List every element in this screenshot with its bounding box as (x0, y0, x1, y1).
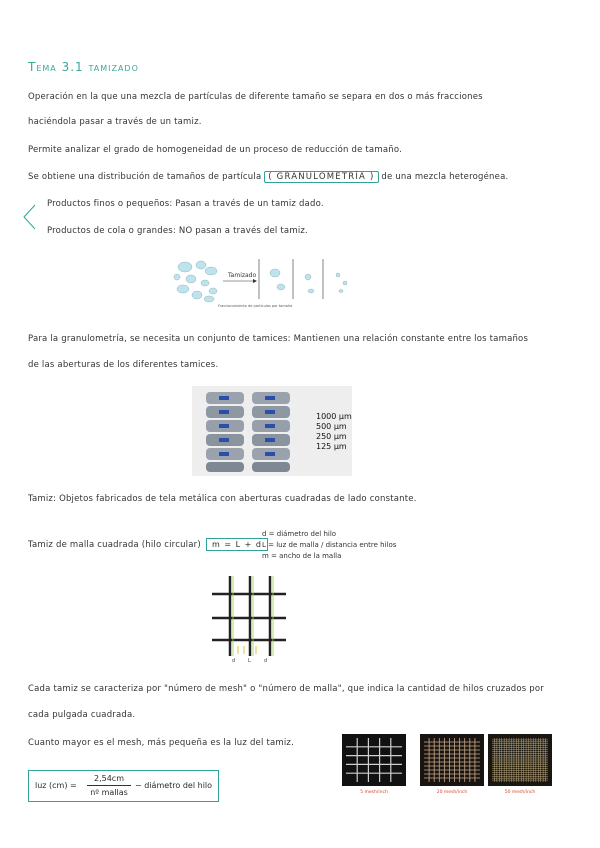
paragraph-homogeneity: Permite analizar el grado de homogeneidad de un proceso de reducción de tamaño. (28, 145, 402, 155)
mesh-sample-50 (488, 734, 552, 795)
mesh-formula-box: m = L + d (206, 538, 268, 551)
legend-d: d = diámetro del hilo (262, 530, 337, 538)
mesh-sample-20-image (420, 734, 484, 786)
sieve-size-1: 1000 µm (316, 412, 352, 421)
paragraph-mesh-size: Cuanto mayor es el mesh, más pequeña es la luz del tamiz. (28, 738, 294, 748)
sieve-stack-photo (192, 386, 352, 476)
formula-rhs: − diámetro del hilo (135, 781, 213, 790)
mesh-sample-5-image (342, 734, 406, 786)
sieving-figure (163, 253, 366, 309)
paragraph-granulometry-cont: de las aberturas de los diferentes tamices. (28, 360, 219, 370)
mesh-sample-20-caption: 20 mesh/inch (436, 790, 468, 795)
paragraph-granulometry: Para la granulometría, se necesita un conjunto de tamices: Mantienen una relación constante entre los tamaños (28, 334, 529, 344)
paragraph-definition: Operación en la que una mezcla de partículas de diferente tamaño se separa en dos o más fracciones (28, 92, 483, 102)
sieve-size-4: 125 µm (316, 442, 347, 451)
mesh-label-d1: d (232, 658, 236, 664)
legend-m: m = ancho de la malla (262, 552, 342, 560)
paragraph-mesh-number: Cada tamiz se caracteriza por "número de mesh" o "número de malla", que indica la cantidad de hilos cruzados por (28, 684, 544, 694)
sieve-size-2: 500 µm (316, 422, 347, 431)
bullet-coarse-products: Productos de cola o grandes: NO pasan a través del tamiz. (47, 226, 308, 236)
mesh-legend (262, 529, 396, 562)
paragraph-mesh-number-cont: cada pulgada cuadrada. (28, 710, 136, 720)
legend-l: L = luz de malla / distancia entre hilos (262, 541, 397, 549)
sieving-label: Tamizado (228, 272, 257, 279)
formula-lhs: luz (cm) = (35, 781, 77, 790)
mesh-label-d2: d (264, 658, 268, 664)
mesh-sample-20 (420, 734, 484, 795)
formula-numerator: 2,54cm (93, 774, 124, 783)
aperture-formula (28, 770, 219, 802)
formula-denominator: nº mallas (90, 788, 128, 797)
mesh-sample-5-caption: 5 mesh/inch (360, 790, 388, 795)
mesh-label-l: L (248, 658, 251, 664)
paragraph-tamiz-definition: Tamiz: Objetos fabricados de tela metálica con aberturas cuadradas de lado constante. (28, 494, 417, 504)
distribution-text-post: de una mezcla heterogénea. (381, 172, 509, 182)
paragraph-distribution (28, 172, 508, 182)
sieve-sizes (316, 412, 352, 452)
paragraph-square-mesh: Tamiz de malla cuadrada (hilo circular) (28, 540, 201, 550)
page-title: Tema 3.1 tamizado (28, 60, 139, 74)
distribution-text-pre: Se obtiene una distribución de tamaños de partícula (28, 172, 262, 182)
mesh-sample-50-image (488, 734, 552, 786)
sieving-caption: Fraccionamiento de partículas por tamaño (218, 304, 293, 308)
paragraph-definition-cont: haciéndola pasar a través de un tamiz. (28, 117, 202, 127)
bracket-icon (22, 204, 36, 230)
bullet-fine-products: Productos finos o pequeños: Pasan a través de un tamiz dado. (47, 199, 324, 209)
granulometria-highlight: ( GRANULOMETRÍA ) (264, 171, 378, 183)
sieve-size-3: 250 µm (316, 432, 347, 441)
mesh-sample-5 (342, 734, 406, 795)
formula-fraction-bar (87, 785, 131, 786)
mesh-diagram (210, 574, 288, 664)
mesh-sample-50-caption: 50 mesh/inch (504, 790, 536, 795)
